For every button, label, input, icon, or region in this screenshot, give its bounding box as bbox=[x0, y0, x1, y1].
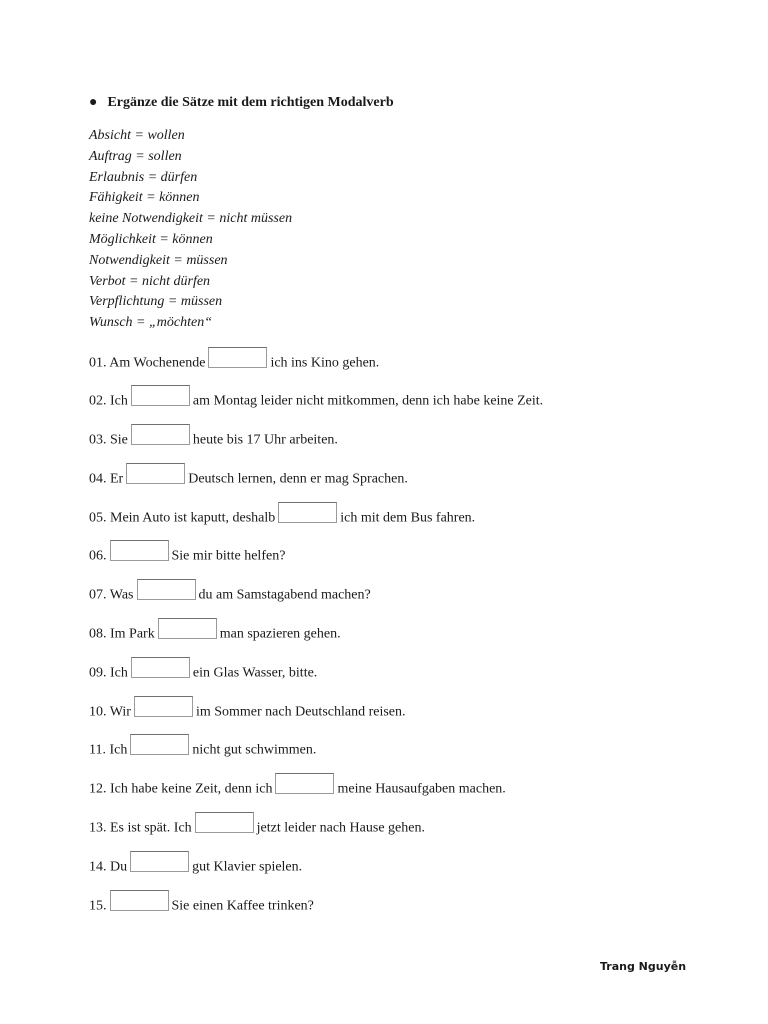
exercise-text-after: du am Samstagabend machen? bbox=[198, 587, 371, 603]
exercise-15 bbox=[89, 896, 314, 916]
exercise-text-before: 08. Im Park bbox=[89, 626, 155, 642]
exercise-text-before: 14. Du bbox=[89, 859, 128, 875]
heading-text: Ergänze die Sätze mit dem richtigen Modalverb bbox=[107, 95, 394, 110]
definition-line: Absicht = wollen bbox=[89, 128, 185, 143]
answer-field[interactable] bbox=[131, 385, 190, 406]
exercise-text-after: jetzt leider nach Hause gehen. bbox=[256, 820, 425, 836]
exercise-text-after: Sie mir bitte helfen? bbox=[171, 548, 286, 564]
answer-field[interactable] bbox=[195, 812, 254, 833]
author-name: Trang Nguyễn bbox=[600, 960, 687, 973]
exercise-text-after: Deutsch lernen, denn er mag Sprachen. bbox=[188, 471, 408, 487]
exercise-text-before: 03. Sie bbox=[89, 432, 128, 448]
exercise-07 bbox=[89, 585, 371, 605]
modal-verb-definitions bbox=[89, 126, 292, 334]
definition-line: Auftrag = sollen bbox=[89, 148, 182, 164]
exercise-text-after: nicht gut schwimmen. bbox=[192, 742, 317, 758]
exercise-13 bbox=[89, 818, 425, 838]
exercise-08 bbox=[89, 624, 341, 644]
exercise-12 bbox=[89, 779, 506, 799]
definition-line: Notwendigkeit = müssen bbox=[89, 252, 228, 268]
answer-field[interactable] bbox=[110, 890, 169, 911]
exercise-03 bbox=[89, 430, 338, 450]
exercise-text-before: 15. bbox=[89, 898, 107, 914]
exercise-05 bbox=[89, 508, 475, 528]
answer-field[interactable] bbox=[278, 502, 337, 523]
exercise-text-before: 02. Ich bbox=[89, 393, 128, 409]
exercise-11 bbox=[89, 740, 316, 760]
definition-line: Verbot = nicht dürfen bbox=[89, 273, 211, 289]
exercise-text-after: Sie einen Kaffee trinken? bbox=[171, 898, 314, 914]
exercise-text-before: 09. Ich bbox=[89, 665, 128, 681]
exercise-06 bbox=[89, 546, 285, 566]
exercise-04 bbox=[89, 469, 408, 489]
exercise-text-after: am Montag leider nicht mitkommen, denn ich habe keine Zeit. bbox=[192, 393, 544, 409]
exercise-text-after: ich ins Kino gehen. bbox=[270, 355, 380, 371]
definition-line: keine Notwendigkeit = nicht müssen bbox=[89, 211, 293, 227]
answer-field[interactable] bbox=[131, 657, 190, 678]
exercise-14 bbox=[89, 857, 302, 877]
definition-line: Verpflichtung = müssen bbox=[89, 294, 223, 310]
exercise-text-before: 07. Was bbox=[89, 587, 134, 603]
exercise-text-after: gut Klavier spielen. bbox=[192, 859, 303, 875]
answer-field[interactable] bbox=[130, 734, 189, 755]
answer-field[interactable] bbox=[208, 347, 267, 368]
answer-field[interactable] bbox=[158, 618, 217, 639]
exercise-text-before: 05. Mein Auto ist kaputt, deshalb bbox=[89, 510, 276, 526]
exercise-text-before: 10. Wir bbox=[89, 704, 131, 720]
answer-field[interactable] bbox=[130, 851, 189, 872]
exercise-09 bbox=[89, 663, 317, 683]
exercise-text-after: ich mit dem Bus fahren. bbox=[340, 510, 476, 526]
exercise-text-before: 01. Am Wochenende bbox=[89, 355, 206, 371]
answer-field[interactable] bbox=[126, 463, 185, 484]
definition-line: Erlaubnis = dürfen bbox=[89, 169, 198, 185]
answer-field[interactable] bbox=[131, 424, 190, 445]
exercise-02 bbox=[89, 391, 543, 411]
definition-line: Möglichkeit = können bbox=[89, 231, 213, 247]
exercise-text-before: 06. bbox=[89, 548, 107, 564]
exercise-text-before: 11. Ich bbox=[89, 742, 128, 758]
exercise-text-after: im Sommer nach Deutschland reisen. bbox=[195, 704, 406, 720]
exercise-text-after: meine Hausaufgaben machen. bbox=[337, 781, 506, 797]
exercise-text-after: heute bis 17 Uhr arbeiten. bbox=[192, 432, 338, 448]
definition-line: Fähigkeit = können bbox=[89, 190, 200, 206]
exercise-text-before: 12. Ich habe keine Zeit, denn ich bbox=[89, 781, 273, 797]
exercise-text-before: 13. Es ist spät. Ich bbox=[89, 820, 192, 836]
definition-line: Wunsch = „möchten“ bbox=[89, 315, 212, 331]
exercise-text-after: ein Glas Wasser, bitte. bbox=[192, 665, 318, 681]
exercise-01 bbox=[89, 353, 379, 373]
answer-field[interactable] bbox=[134, 696, 193, 717]
exercise-text-before: 04. Er bbox=[89, 471, 124, 487]
exercise-text-after: man spazieren gehen. bbox=[219, 626, 341, 642]
answer-field[interactable] bbox=[275, 773, 334, 794]
exercise-heading bbox=[89, 95, 394, 111]
answer-field[interactable] bbox=[110, 540, 169, 561]
answer-field[interactable] bbox=[137, 579, 196, 600]
bullet-icon: ● bbox=[89, 95, 98, 110]
exercise-10 bbox=[89, 702, 406, 722]
